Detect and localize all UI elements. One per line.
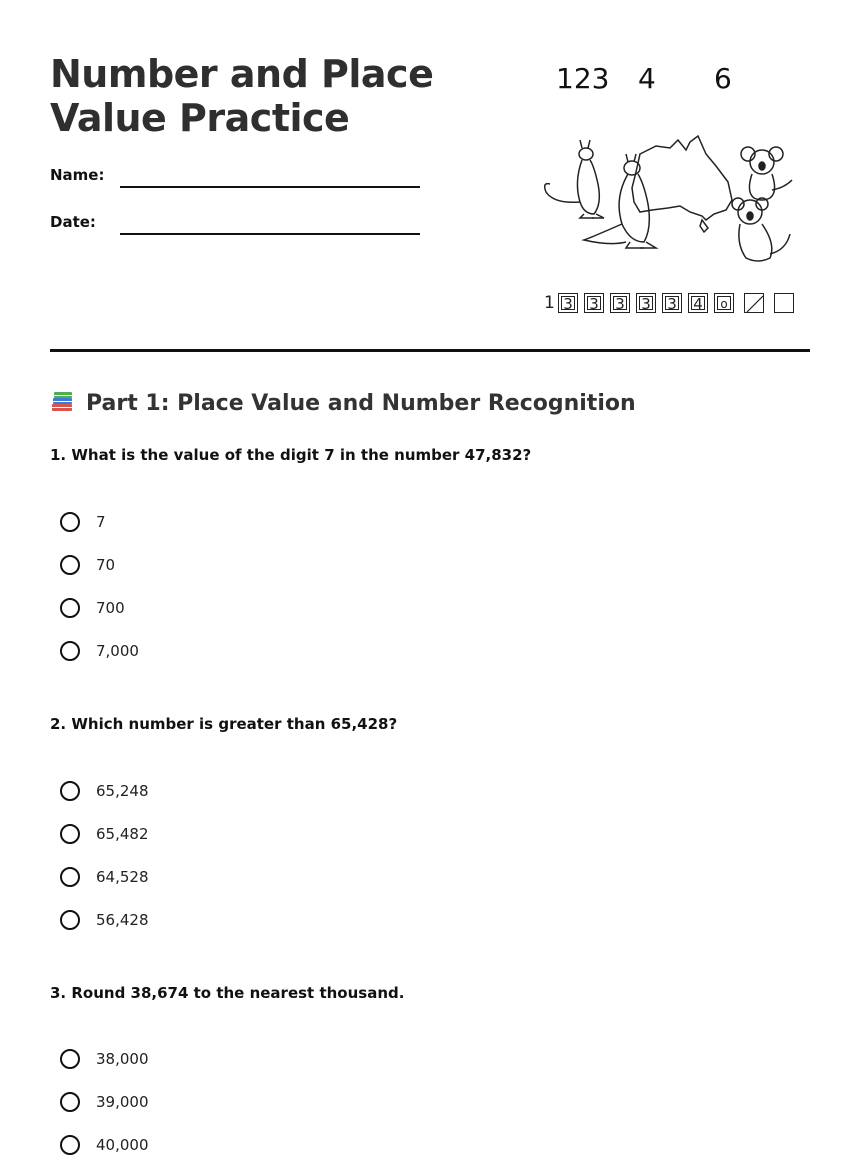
option-label: 700 <box>96 599 125 617</box>
radio-button[interactable] <box>60 598 80 618</box>
radio-button[interactable] <box>60 555 80 575</box>
name-label: Name: <box>50 166 105 184</box>
koala-1 <box>741 147 792 200</box>
digits-group-1: 123 <box>556 62 610 95</box>
option-label: 39,000 <box>96 1093 149 1111</box>
slash-icon <box>745 294 765 314</box>
australia-animals-illustration <box>540 132 802 272</box>
koala-2 <box>732 198 790 261</box>
tile: 4 <box>688 293 708 313</box>
tile: 3 <box>662 293 682 313</box>
digits-group-2: 4 <box>638 62 656 95</box>
option-label: 56,428 <box>96 911 149 929</box>
tile-empty <box>774 293 794 313</box>
date-label: Date: <box>50 213 96 231</box>
question-3: 3. Round 38,674 to the nearest thousand. <box>50 984 405 1002</box>
option-label: 64,528 <box>96 868 149 886</box>
radio-button[interactable] <box>60 512 80 532</box>
answer-option[interactable] <box>60 639 139 663</box>
books-icon <box>50 388 76 414</box>
radio-button[interactable] <box>60 1092 80 1112</box>
option-label: 38,000 <box>96 1050 149 1068</box>
radio-button[interactable] <box>60 867 80 887</box>
answer-option[interactable] <box>60 1047 149 1071</box>
page-title: Number and Place Value Practice <box>50 52 434 140</box>
tile-plain-digit: 1 <box>544 293 555 313</box>
tile: 3 <box>636 293 656 313</box>
option-label: 65,248 <box>96 782 149 800</box>
answer-option[interactable] <box>60 1133 149 1157</box>
answer-option[interactable] <box>60 596 125 620</box>
answer-option[interactable] <box>60 779 149 803</box>
option-label: 70 <box>96 556 116 574</box>
australia-map-outline <box>632 136 732 220</box>
answer-option[interactable] <box>60 822 149 846</box>
tile: o <box>714 293 734 313</box>
question-1: 1. What is the value of the digit 7 in the number 47,832? <box>50 446 532 464</box>
radio-button[interactable] <box>60 910 80 930</box>
option-label: 40,000 <box>96 1136 149 1154</box>
radio-button[interactable] <box>60 1135 80 1155</box>
option-label: 65,482 <box>96 825 149 843</box>
date-input-line[interactable] <box>120 233 420 235</box>
tile: 3 <box>558 293 578 313</box>
question-2: 2. Which number is greater than 65,428? <box>50 715 398 733</box>
date-field <box>50 213 96 231</box>
tile: 3 <box>610 293 630 313</box>
tile-slashed <box>744 293 764 313</box>
digits-group-3: 6 <box>714 62 732 95</box>
answer-option[interactable] <box>60 908 149 932</box>
kangaroo-2 <box>584 154 656 248</box>
answer-option[interactable] <box>60 553 115 577</box>
radio-button[interactable] <box>60 641 80 661</box>
radio-button[interactable] <box>60 1049 80 1069</box>
name-input-line[interactable] <box>120 186 420 188</box>
section-title <box>50 388 636 416</box>
answer-option[interactable] <box>60 510 106 534</box>
option-label: 7,000 <box>96 642 139 660</box>
answer-option[interactable] <box>60 865 149 889</box>
option-label: 7 <box>96 513 106 531</box>
radio-button[interactable] <box>60 781 80 801</box>
answer-option[interactable] <box>60 1090 149 1114</box>
radio-button[interactable] <box>60 824 80 844</box>
section-title-text: Part 1: Place Value and Number Recognition <box>86 391 636 416</box>
header-divider <box>50 349 810 352</box>
tile: 3 <box>584 293 604 313</box>
name-field <box>50 166 104 184</box>
kangaroo-1 <box>545 140 604 218</box>
